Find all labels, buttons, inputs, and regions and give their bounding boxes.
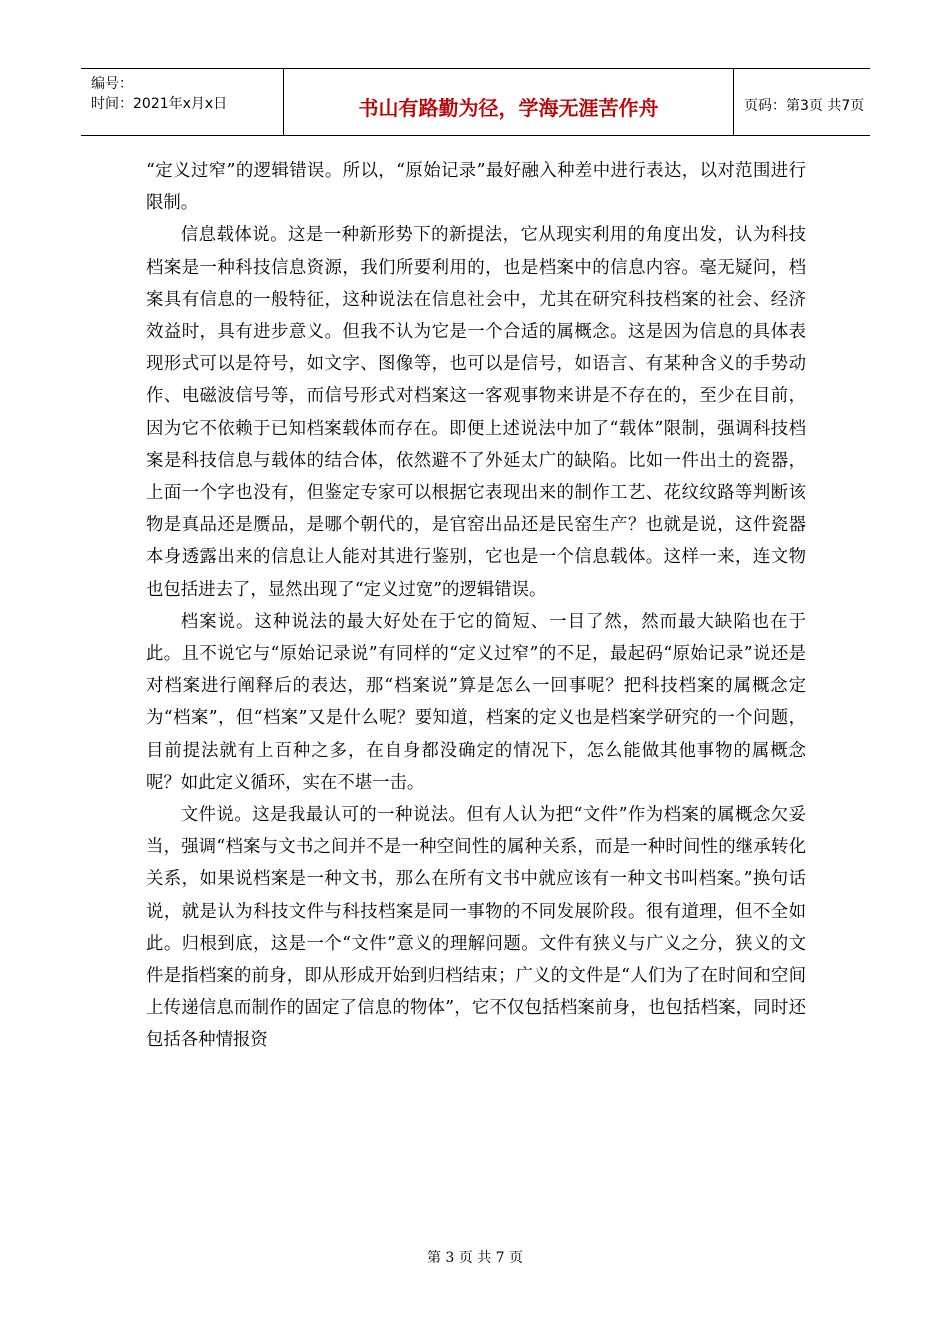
header-info-cell [81, 69, 284, 135]
header-page-number: 页码：第3页 共7页 [744, 98, 865, 114]
header-page-cell [734, 69, 870, 135]
paragraph-document-theory: 文件说。这是我最认可的一种说法。但有人认为把“文件”作为档案的属概念欠妥当，强调“档案与文书之间并不是一种空间性的属种关系，而是一种时间性的继承转化关系，如果说档案是一种文书，那么在所有文书中就应该有一种文书叫档案。”换句话说，就是认为科技文件与科技档案是同一事物的不同发展阶段。很有道理，但不全如此。归根到底，这是一个“文件”意义的理解问题。文件有狭义与广义之分，狭义的文件是指档案的前身，即从形成开始到归档结束；广义的文件是“人们为了在时间和空间上传递信息而制作的固定了信息的物体”，它不仅包括档案前身，也包括档案，同时还包括各种情报资 [146, 805, 806, 1051]
paragraph-continuation: “定义过窄”的逻辑错误。所以，“原始记录”最好融入种差中进行表达，以对范围进行限制。 [146, 161, 806, 214]
page-header [81, 68, 870, 136]
document-body [146, 155, 806, 1057]
paragraph-archive-theory: 档案说。这种说法的最大好处在于它的简短、一目了然，然而最大缺陷也在于此。且不说它与“原始记录说”有同样的“定义过窄”的不足，最起码“原始记录”说还是对档案进行阐释后的表达，那“档案说”算是怎么一回事呢？把科技档案的属概念定为“档案”，但“档案”又是什么呢？要知道，档案的定义也是档案学研究的一个问题，目前提法就有上百种之多，在自身都没确定的情况下，怎么能做其他事物的属概念呢？如此定义循环，实在不堪一击。 [146, 611, 806, 793]
page-footer: 第 3 页 共 7 页 [426, 1250, 524, 1266]
header-motto: 书山有路勤为径，学海无涯苦作舟 [358, 96, 659, 120]
paragraph-information-carrier: 信息载体说。这是一种新形势下的新提法，它从现实利用的角度出发，认为科技档案是一种科技信息资源，我们所要利用的，也是档案中的信息内容。毫无疑问，档案具有信息的一般特征，这种说法在信息社会中，尤其在研究科技档案的社会、经济效益时，具有进步意义。但我不认为它是一个合适的属概念。这是因为信息的具体表现形式可以是符号，如文字、图像等，也可以是信号，如语言、有某种含义的手势动作、电磁波信号等，而信号形式对档案这一客观事物来讲是不存在的，至少在目前，因为它不依赖于已知档案载体而存在。即便上述说法中加了“载体”限制，强调科技档案是科技信息与载体的结合体，依然避不了外延太广的缺陷。比如一件出土的瓷器，上面一个字也没有，但鉴定专家可以根据它表现出来的制作工艺、花纹纹路等判断该物是真品还是赝品，是哪个朝代的，是官窑出品还是民窑生产？也就是说，这件瓷器本身透露出来的信息让人能对其进行鉴别，它也是一个信息载体。这样一来，连文物也包括进去了，显然出现了“定义过宽”的逻辑错误。 [146, 225, 806, 600]
header-motto-cell [284, 69, 734, 135]
document-date-label: 时间：2021年x月x日 [91, 96, 228, 112]
document-number-label: 编号： [91, 76, 133, 92]
